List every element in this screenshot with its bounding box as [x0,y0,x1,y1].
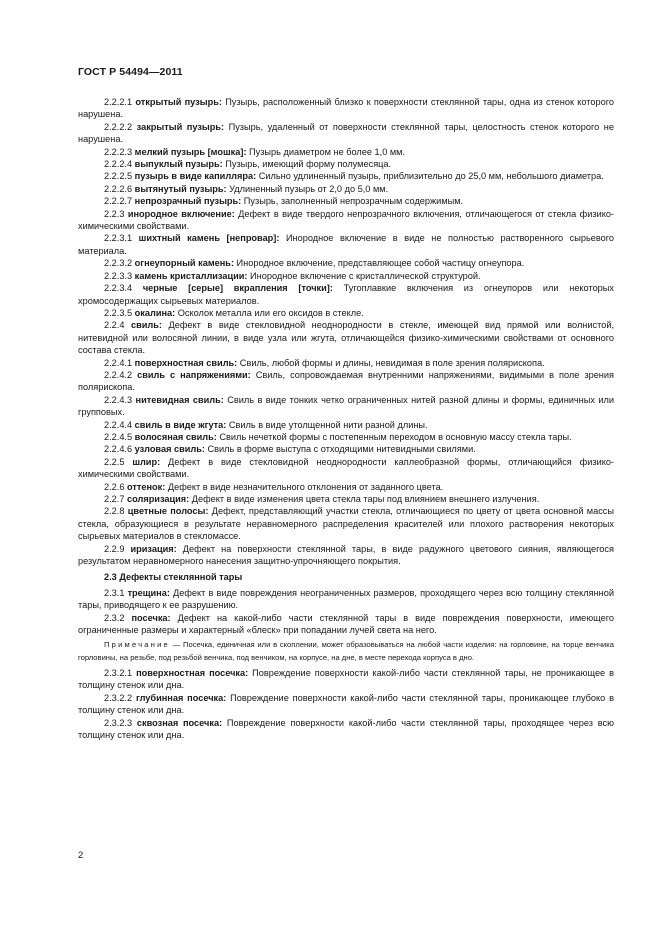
clause-number: 2.2.4 [104,320,125,331]
term: иризация: [130,543,177,554]
definition-text: Свиль в форме выступа с отходящими нитевидными свилями. [204,444,476,455]
term: трещина: [127,587,170,598]
definition-text: Инородное включение, представляющее собой частицу огнеупора. [234,258,525,269]
definition-paragraph [78,667,614,692]
definition-paragraph [78,270,614,282]
definition-paragraph [78,357,614,369]
clause-number: 2.2.5 [104,456,125,467]
clause-number: 2.3.2.3 [104,717,133,728]
term: глубинная посечка: [135,692,227,703]
definition-paragraph [78,282,614,307]
clause-number: 2.2.4.1 [104,357,133,368]
definition-text: Повреждение поверхности какой-либо части стеклянной тары, не проникающее в толщину стенок или дна. [78,667,614,691]
term: свиль в виде жгута: [134,419,227,430]
note [78,639,614,663]
clause-number: 2.2.4.4 [104,419,133,430]
definition-paragraph [78,319,614,356]
clause-number: 2.3.1 [104,587,125,598]
definition-text: Пузырь, удаленный от поверхности стеклянной тары, целостность стенок которого не нарушена. [78,121,614,145]
term: сквозная посечка: [136,717,223,728]
term: камень кристаллизации: [134,270,248,281]
term: черные [серые] вкрапления [точки]: [142,283,333,294]
term: посечка: [131,612,171,623]
clause-number: 2.2.7 [104,494,125,504]
definition-text: Дефект в виде стекловидной неоднородности в стекле, имеющей вид прямой или волнистой, нитевидной или волосяной линии, в виде узла или жгута, отличающейся физико-химическими свойствами от основного состава стекла. [78,320,615,356]
term: поверхностная свиль: [134,357,238,368]
definition-text: Удлиненный пузырь от 2,0 до 5,0 мм. [226,183,389,194]
term: выпуклый пузырь: [134,159,223,170]
clause-number: 2.3.2.1 [104,667,133,678]
definition-paragraph [78,307,614,319]
definition-text: Дефект в виде незначительного отклонения от заданного цвета. [165,481,444,492]
term: поверхностная посечка: [136,667,249,678]
term: шлир: [132,456,161,467]
section-title: 2.3 Дефекты стеклянной тары [104,572,243,583]
term: шихтный камень [непровар]: [138,233,280,244]
clause-number: 2.2.2.6 [104,183,133,194]
definition-paragraph [78,394,614,419]
clause-number: 2.2.6 [104,481,125,492]
definition-paragraph [78,96,614,121]
term: соляризация: [127,494,190,504]
clause-number: 2.2.3.4 [104,283,133,294]
clause-number: 2.3.2.2 [104,692,133,703]
definition-text: Дефект на какой-либо части стеклянной тары в виде повреждения поверхности, имеющего ограниченные размеры и характерный «блеск» при попадании лучей света на него. [78,612,614,636]
definition-paragraph [78,717,614,742]
term: непрозрачный пузырь: [134,196,242,207]
definition-paragraph [78,121,614,146]
definition-paragraph [78,257,614,269]
clause-number: 2.2.3.2 [104,258,133,269]
definition-paragraph [78,612,614,637]
clause-number: 2.2.4.3 [104,394,133,405]
definition-paragraph [78,232,614,257]
definition-paragraph [78,692,614,717]
clause-number: 2.2.4.5 [104,431,133,442]
clause-number: 2.2.2.1 [104,97,133,107]
definition-text: Свиль в виде утолщенной нити разной длины. [226,419,428,430]
note-label: Примечание [104,640,170,650]
document-header: ГОСТ Р 54494—2011 [78,66,183,78]
clause-number: 2.2.3.1 [104,233,133,244]
definitions-list-3 [78,667,614,741]
definition-text: Пузырь диаметром не более 1,0 мм. [246,146,406,157]
definition-paragraph [78,195,614,207]
definition-text: Дефект в виде изменения цвета стекла тары под влиянием внешнего излучения. [189,494,540,504]
definition-paragraph [78,543,614,568]
definition-text: Дефект в виде стекловидной неоднородности каплеобразной формы, отличающийся физико-химическими свойствами. [78,456,614,480]
term: пузырь в виде капилляра: [134,171,257,182]
term: узловая свиль: [134,444,205,455]
definition-paragraph [78,456,614,481]
term: цветные полосы: [127,506,209,517]
term: нитевидная свиль: [135,394,224,405]
clause-number: 2.2.8 [104,506,125,517]
definition-text: Инородное включение с кристаллической структурой. [247,270,481,281]
clause-number: 2.2.4.6 [104,444,133,455]
definition-text: Дефект, представляющий участки стекла, отличающиеся по цвету от цвета основной массы стекла, образующиеся в результате неравномерного распределения красителей или плохого растворения некоторых сырьевых материалов в стекломассе. [78,506,615,542]
definition-paragraph [78,158,614,170]
definition-text: Свиль нечеткой формы с постепенным переходом в основную массу стекла тары. [216,431,572,442]
term: мелкий пузырь [мошка]: [134,146,247,157]
definition-text: Дефект в виде повреждения неограниченных размеров, проходящего через всю толщину стеклянной тары, приводящего к ее разрушению. [78,587,614,611]
page-number: 2 [78,850,84,861]
term: закрытый пузырь: [136,121,225,132]
definition-paragraph [78,208,614,233]
definition-paragraph [78,481,614,493]
clause-number: 2.2.2.5 [104,171,133,182]
term: огнеупорный камень: [134,258,234,269]
definition-paragraph [78,369,614,394]
clause-number: 2.2.3 [104,208,125,219]
definition-paragraph [78,419,614,431]
term: свиль: [131,320,162,331]
definition-paragraph [78,183,614,195]
definition-paragraph [78,493,614,505]
note-text: — Посечка, единичная или в скоплении, может образовываться на любой части изделия: на горловине, на торце венчика горловины, на резьбе, под резьбой венчика, под венчиком, на корпусе, на дне, в месте перехода корпуса в дно. [78,640,614,662]
definition-paragraph [78,431,614,443]
clause-number: 2.2.3.3 [104,270,133,281]
term: оттенок: [127,481,166,492]
definition-paragraph [78,170,614,182]
definition-paragraph [78,146,614,158]
definition-text: Пузырь, расположенный близко к поверхности стеклянной тары, одна из стенок которого нарушена. [78,97,614,120]
definition-paragraph [78,443,614,455]
document-body [78,96,614,741]
definition-text: Повреждение поверхности какой-либо части стеклянной тары, проходящее через всю толщину стенок или дна. [78,717,615,740]
definition-paragraph [78,505,614,542]
term: свиль с напряжениями: [137,369,251,380]
definition-paragraph [78,587,614,612]
definition-text: Пузырь, имеющий форму полумесяца. [222,159,392,170]
term: открытый пузырь: [135,97,222,107]
clause-number: 2.2.2.4 [104,159,133,170]
term: окалина: [134,307,176,318]
term: вытянутый пузырь: [134,183,227,194]
definition-text: Дефект в виде твердого непрозрачного включения, отличающегося от стекла физико-химическими свойствами. [78,208,614,232]
clause-number: 2.2.4.2 [104,369,133,380]
definition-text: Пузырь, заполненный непрозрачным содержимым. [241,196,464,207]
definition-text: Свиль, любой формы и длины, невидимая в поле зрения полярископа. [237,357,545,368]
definition-text: Сильно удлиненный пузырь, приблизительно до 25,0 мм, небольшого диаметра. [256,171,604,182]
definition-text: Свиль в виде тонких четко ограниченных нитей разной длины и формы, единичных или групповых. [78,394,614,418]
clause-number: 2.2.2.3 [104,146,133,157]
definition-text: Тугоплавкие включения из огнеупоров или некоторых хромосодержащих сырьевых материалов. [78,283,614,306]
definition-text: Осколок металла или его оксидов в стекле. [175,307,364,318]
term: волосяная свиль: [134,431,217,442]
clause-number: 2.2.3.5 [104,307,133,318]
clause-number: 2.3.2 [104,612,125,623]
clause-number: 2.2.9 [104,543,125,554]
clause-number: 2.2.2.2 [104,121,133,132]
definition-text: Инородное включение в виде не полностью растворенного сырьевого материала. [78,233,614,256]
definition-text: Свиль, сопровождаемая внутренними напряжениями, видимыми в поле зрения полярископа. [78,369,614,393]
definition-text: Повреждение поверхности какой-либо части стеклянной тары, проникающее глубоко в толщину стенок или дна. [78,692,614,716]
definitions-list [78,96,614,567]
clause-number: 2.2.2.7 [104,196,133,207]
definitions-list-2 [78,587,614,637]
definition-text: Дефект на поверхности стеклянной тары, в виде радужного цветового сияния, являющегося результатом неравномерного нанесения защитно-упрочняющего покрытия. [78,543,614,567]
term: инородное включение: [127,208,235,219]
